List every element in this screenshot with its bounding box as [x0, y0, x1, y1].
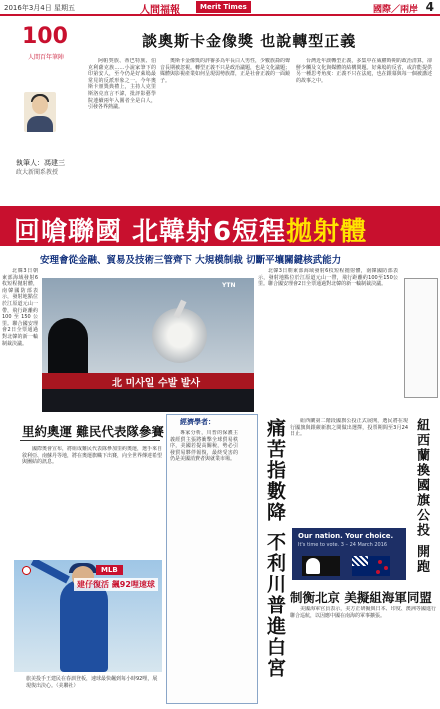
mlb-caption: 旅美投手王建民在春訓登板，速球最快飆到每小時92哩，展現復出決心。（美聯社） — [26, 676, 158, 689]
beijing-body: 美國海軍官員表示，美方正研擬與日本、印度、澳洲等國進行聯合巡航，以因應中國在南海的軍事擴張。 — [290, 606, 436, 619]
nz-body: 紐西蘭第二階段國旗公投正式展開，選民將在現行國旗與銀蕨新旗之間做出選擇，投票期間至3月24日止。 — [290, 418, 408, 438]
nz-flag-banner — [292, 528, 406, 580]
tv-caption: 北 미사일 수발 발사 — [112, 378, 201, 389]
column-body-1: 阿帕契族、蒂巴特族、伯克利薩克族……小說家筆下的印第安人，至今仍是好萊塢最常見的反派形象之一。今年奧斯卡頒獎典禮上，主持人克里斯洛克直言不諱，批評影藝學院連續兩年入圍者全是白人，引發各界熱議。 — [88, 58, 156, 111]
column-logo-number: 100 — [22, 24, 68, 49]
olympics-headline: 里約奧運 難民代表隊參賽 — [22, 424, 164, 439]
author-affiliation: 政大新聞系教授 — [16, 169, 59, 176]
issue-date: 2016年3月4日 星期五 — [4, 4, 75, 12]
olympics-rule — [20, 440, 160, 441]
column-logo — [22, 24, 80, 68]
nz-headline: 紐西蘭換國旗公投 開跑 — [414, 418, 429, 575]
beijing-headline: 制衡北京 美擬組海軍同盟 — [290, 590, 432, 605]
page-number: 4 — [425, 0, 434, 14]
main-body-left: 北韓3日朝東部海域發射6枚短程拋射體，南韓國防部表示，發射地點位於江原道元山一帶，飛行距離約100至150公里。聯合國安理會2日全票通過對北韓的新一輪制裁決議。 — [2, 268, 38, 347]
newspaper-logo: 人間福報 — [140, 5, 180, 16]
column-title: 談奧斯卡金像獎 也說轉型正義 — [142, 32, 357, 50]
author-photo — [24, 92, 56, 132]
main-headline: 回嗆聯國 北韓射6短程拋射體 — [14, 217, 368, 247]
nz-banner-sub: It's time to vote. 3 – 24 March 2016 — [298, 542, 388, 548]
main-subheadline: 安理會從金融、貿易及技術三管齊下 大規模制裁 切斷平壤關鍵核武能力 — [40, 255, 342, 266]
mlb-headline: 建仔復活 飆92哩速球 — [74, 578, 158, 591]
trump-headline: 痛苦指數降 不利川普進白宮 — [264, 418, 286, 679]
nz-banner-title: Our nation. Your choice. — [298, 532, 394, 540]
section-name: 國際／兩岸 — [372, 5, 418, 15]
mlb-badge: MLB — [96, 565, 123, 575]
expert-body: 專家分析，川普的保護主義經貿主張將衝擊全球貿易秩序，美國若提高關稅，勢必引發貿易夥伴報復，最終受害的仍是美國消費者與就業市場。 — [170, 430, 238, 463]
sidebar-box — [404, 278, 438, 398]
page-header — [0, 0, 440, 16]
tv-station-logo: YTN — [222, 282, 236, 289]
column-body-2: 奧斯卡金像獎的評審多為年長白人男性，少數族裔的聲音長期被忽視。轉型正義不只是政治議題，也是文化議題；媒體與影視產業如何呈現弱勢族群，正是社會正義的一面鏡子。 — [160, 58, 290, 84]
author-name: 執筆人：馮建三 — [16, 159, 65, 167]
newspaper-logo-en: Merit Times — [196, 1, 251, 13]
column-logo-subtitle: 人間百年筆陣 — [28, 54, 65, 61]
olympics-body: 國際奧會宣布，將組成難民代表隊參加里約奧運，選手來自敘利亞、南蘇丹等地，將在奧運旗幟下出賽，向全世界傳達希望與團結的訊息。 — [22, 446, 162, 466]
mlb-photo — [14, 560, 162, 672]
column-body-3: 台灣近年談轉型正義，多集中在威權時期的政治清算，卻鮮少觸及文化與媒體的結構問題。好萊塢的反省，或許能提供另一種思考角度：正義不只在法庭，也在銀幕與每一個被講述的故事之中。 — [296, 58, 432, 84]
main-body-right: 北韓3日朝東部海域發射6枚短程拋射體，南韓國防部表示，發射地點位於江原道元山一帶，飛行距離約100至150公里。聯合國安理會2日全票通過對北韓的新一輪制裁決議。 — [258, 268, 398, 288]
expert-box-title: 經濟學者： — [180, 418, 215, 426]
news-photo-missile-launch — [42, 278, 254, 412]
